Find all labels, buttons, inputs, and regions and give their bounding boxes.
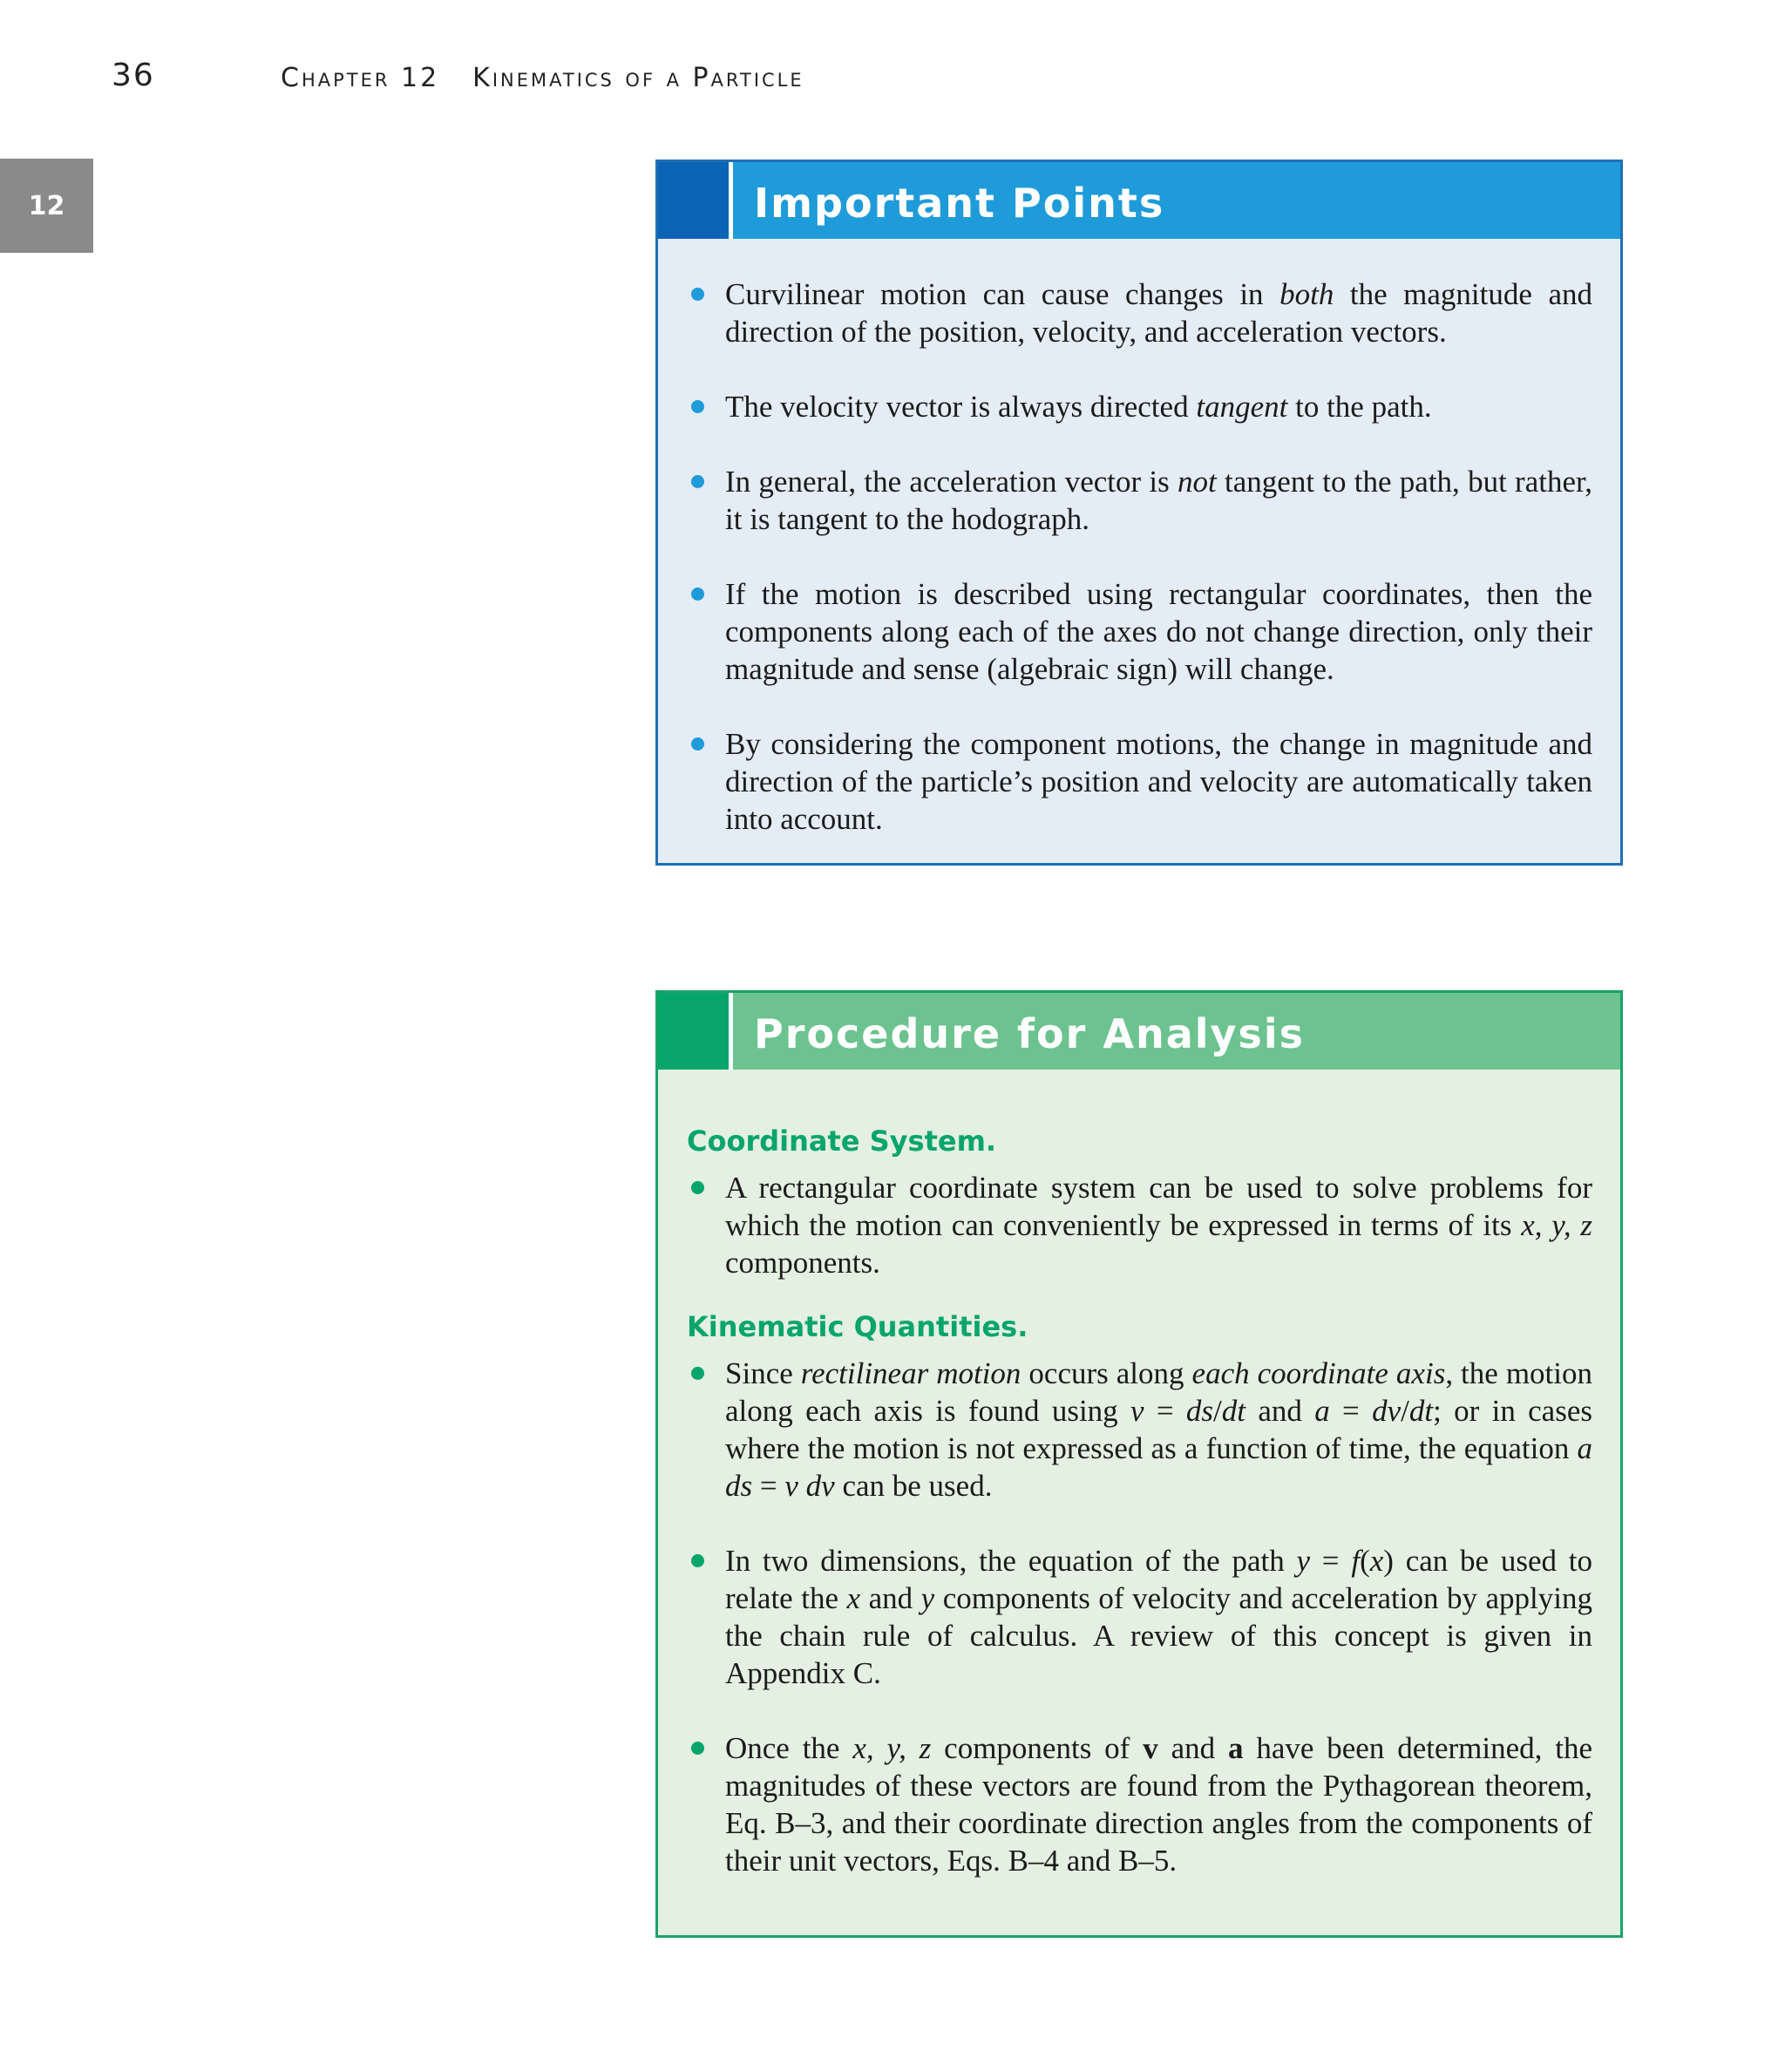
procedure-title: Procedure for Analysis <box>754 1010 1306 1057</box>
text-run: ( <box>1360 1544 1370 1578</box>
list-item <box>658 1542 1592 1692</box>
text-run: not <box>1178 465 1217 499</box>
text-run: tangent <box>1196 390 1288 424</box>
bullet-icon <box>691 1367 704 1380</box>
text-run: f <box>1351 1544 1361 1578</box>
bullet-icon <box>691 400 704 413</box>
chapter-label: Chapter 12 <box>281 63 440 93</box>
text-run: tangent to the path, but rather, it is tangent to the hodograph. <box>725 465 1592 536</box>
text-run: and <box>1245 1394 1315 1428</box>
text-run: ds <box>1185 1394 1214 1428</box>
text-run: ; or in cases where the motion is not expressed as a function of time, the equation <box>725 1394 1592 1465</box>
procedure-header <box>658 993 1620 1070</box>
text-run: , the motion along each axis is found using <box>725 1356 1592 1428</box>
text-run: both <box>1279 277 1334 311</box>
text-run: By considering the component motions, the change in magnitude and direction of the particle’s position and velocity are automatically taken into account. <box>725 727 1592 836</box>
bullet-icon <box>691 737 704 751</box>
text-run: Once the <box>725 1731 853 1765</box>
text-run: / <box>1401 1394 1409 1428</box>
list-item <box>658 725 1592 838</box>
text-run: v <box>1143 1731 1158 1765</box>
text-run: and <box>1157 1731 1228 1765</box>
text-run: x, y, z <box>1521 1208 1592 1242</box>
list-item <box>658 388 1592 425</box>
text-run: v dv <box>784 1469 835 1503</box>
text-run: Since <box>725 1356 801 1390</box>
text-run: In two dimensions, the equation of the path <box>725 1544 1297 1578</box>
bullet-icon <box>691 588 704 601</box>
text-run: rectilinear motion <box>800 1356 1021 1390</box>
text-run: a <box>1314 1394 1330 1428</box>
text-run: x <box>1369 1544 1384 1578</box>
important-points-title: Important Points <box>754 180 1165 227</box>
text-run: each coordinate axis <box>1191 1356 1446 1390</box>
text-run: / <box>1213 1394 1222 1428</box>
header-divider <box>729 162 733 239</box>
bullet-icon <box>691 1742 704 1755</box>
text-run: = <box>1329 1394 1373 1428</box>
header-accent-block <box>658 993 729 1070</box>
list-item <box>658 1169 1592 1281</box>
list-item <box>658 463 1592 538</box>
header-divider <box>729 993 733 1070</box>
bullet-icon <box>691 1181 704 1194</box>
running-head <box>281 63 804 93</box>
text-run: occurs along <box>1021 1356 1192 1390</box>
text-run: ) can be used to relate the <box>725 1544 1592 1615</box>
list-item <box>658 1729 1592 1879</box>
text-run: components of <box>931 1731 1144 1765</box>
section-heading-coordinate-system: Coordinate System. <box>687 1124 997 1158</box>
text-run: In general, the acceleration vector is <box>725 465 1178 499</box>
text-run: v <box>1130 1394 1144 1428</box>
kinematic-quantities-list <box>658 1355 1620 1879</box>
text-run: = <box>1310 1544 1352 1578</box>
chapter-tab: 12 <box>0 159 93 253</box>
important-points-header <box>658 162 1620 239</box>
text-run: A rectangular coordinate system can be used to solve problems for which the motion can conveniently be expressed in terms of its <box>725 1171 1592 1242</box>
text-run: have been determined, the magnitudes of these vectors are found from the Pythagorean theorem, Eq. B–3, and their coordinate direction angles from the components of their unit vectors, Eqs. B–4 and B–5. <box>725 1731 1592 1878</box>
text-run: y <box>920 1581 935 1615</box>
coordinate-system-list <box>658 1169 1620 1281</box>
text-run: If the motion is described using rectangular coordinates, then the components along each of the axes do not change direction, only their magnitude and sense (algebraic sign) will change. <box>725 577 1592 686</box>
text-run: components. <box>725 1246 880 1280</box>
text-run: The velocity vector is always directed <box>725 390 1197 424</box>
text-run: x <box>846 1581 861 1615</box>
text-run: the magnitude and direction of the position, velocity, and acceleration vectors. <box>725 277 1592 349</box>
text-run: can be used. <box>834 1469 993 1503</box>
list-item <box>658 275 1592 350</box>
text-run: components of velocity and acceleration by applying the chain rule of calculus. A review of this concept is given in Appendix C. <box>725 1581 1592 1690</box>
important-points-list <box>658 239 1620 838</box>
important-points-box <box>655 160 1623 866</box>
text-run: to the path. <box>1287 390 1432 424</box>
section-heading-kinematic-quantities: Kinematic Quantities. <box>687 1310 1028 1343</box>
bullet-icon <box>691 475 704 488</box>
text-run: dt <box>1221 1394 1246 1428</box>
text-run: x, y, z <box>852 1731 932 1765</box>
header-accent-block <box>658 162 729 239</box>
text-run: and <box>860 1581 921 1615</box>
chapter-title: Kinematics of a Particle <box>472 63 804 93</box>
text-run: dv <box>1372 1394 1402 1428</box>
text-run: a ds <box>725 1431 1592 1503</box>
text-run: Curvilinear motion can cause changes in <box>725 277 1280 311</box>
procedure-box <box>655 990 1623 1938</box>
text-run: = <box>752 1469 785 1503</box>
text-run: a <box>1227 1731 1244 1765</box>
list-item <box>658 1355 1592 1505</box>
text-run: y <box>1296 1544 1311 1578</box>
bullet-icon <box>691 1554 704 1567</box>
bullet-icon <box>691 288 704 301</box>
text-run: = <box>1144 1394 1186 1428</box>
page-number: 36 <box>112 58 155 93</box>
text-run: dt <box>1408 1394 1434 1428</box>
list-item <box>658 575 1592 688</box>
